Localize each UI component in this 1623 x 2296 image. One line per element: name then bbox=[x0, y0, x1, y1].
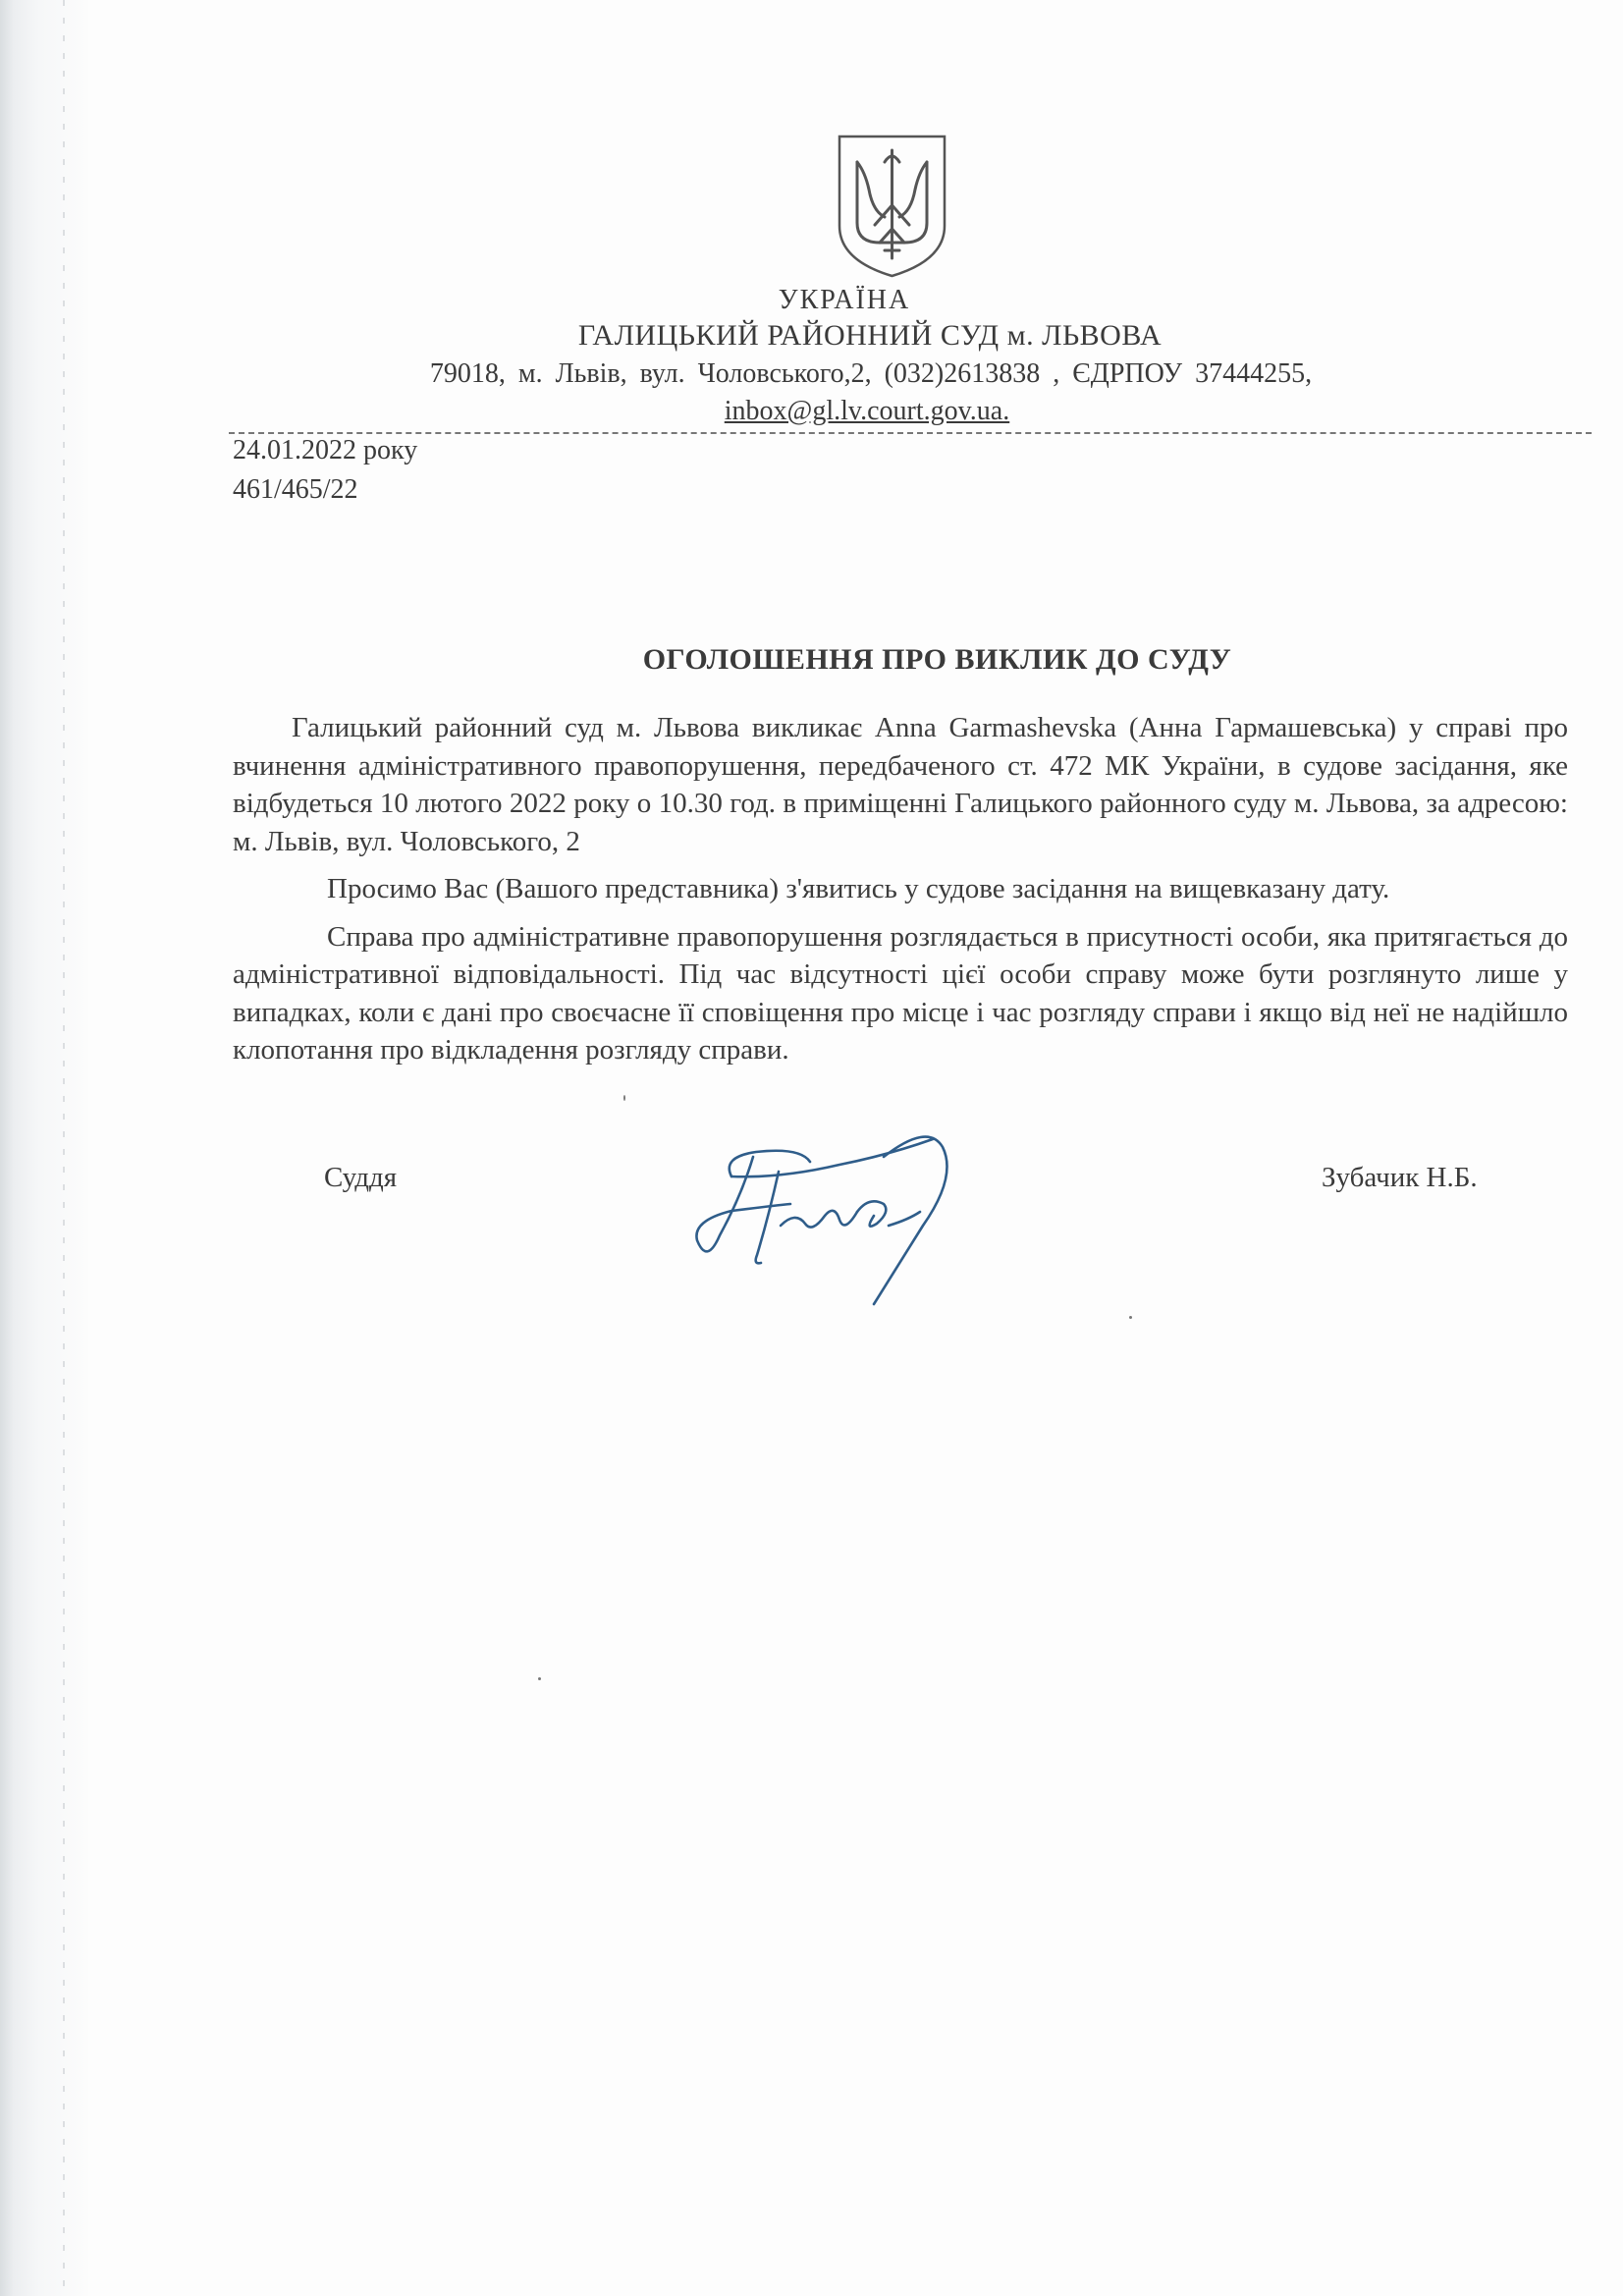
header-divider bbox=[229, 432, 1592, 434]
document-title-text: ОГОЛОШЕННЯ ПРО ВИКЛИК ДО СУДУ bbox=[642, 643, 1232, 676]
judge-role-label: Суддя bbox=[324, 1162, 398, 1193]
judge-name: Зубачик Н.Б. bbox=[1322, 1162, 1478, 1193]
document-title bbox=[0, 643, 1623, 677]
document-date: 24.01.2022 року bbox=[233, 435, 418, 465]
handwritten-signature-icon bbox=[663, 1118, 977, 1314]
paragraph-procedure: Справа про адміністративне правопорушення розглядається в присутності особи, яка притягається до адміністративної відповідальності. Під час відсутності цієї особи справу може бути розглянуто лише у випадках, коли є дані про своєчасне її сповіщення про місце і час розгляду справи і якщо від неї не надійшло клопотання про відкладення розгляду справи. bbox=[233, 920, 1568, 1066]
scan-edge bbox=[0, 0, 88, 2296]
paragraph-request: Просимо Вас (Вашого представника) з'явитись у судове засідання на вищевказану дату. bbox=[327, 873, 1390, 904]
scan-speck bbox=[538, 1677, 541, 1680]
document-body bbox=[233, 709, 1568, 1079]
trident-coat-of-arms-icon bbox=[836, 133, 948, 280]
court-name: ГАЛИЦЬКИЙ РАЙОННИЙ СУД м. ЛЬВОВА bbox=[577, 319, 1163, 352]
court-email-link[interactable]: inbox@gl.lv.court.gov.ua. bbox=[724, 396, 1010, 426]
case-number: 461/465/22 bbox=[233, 474, 358, 505]
scan-speck bbox=[1129, 1316, 1132, 1319]
paragraph-summons: Галицький районний суд м. Львова викликає Anna Garmashevska (Анна Гармашевська) у справі про вчинення адміністративного правопорушення, передбаченого ст. 472 МК України, в судове засідання, яке відбудеться 10 лютого 2022 року о 10.30 год. в приміщенні Галицького районного суду м. Львова, за адресою: м. Львів, вул. Чоловського, 2 bbox=[233, 712, 1568, 857]
country-name: УКРАЇНА bbox=[778, 285, 911, 315]
scan-speck bbox=[623, 1095, 625, 1101]
court-address: 79018, м. Львів, вул. Чоловського,2, (032)2613838 , ЄДРПОУ 37444255, bbox=[429, 358, 1313, 389]
